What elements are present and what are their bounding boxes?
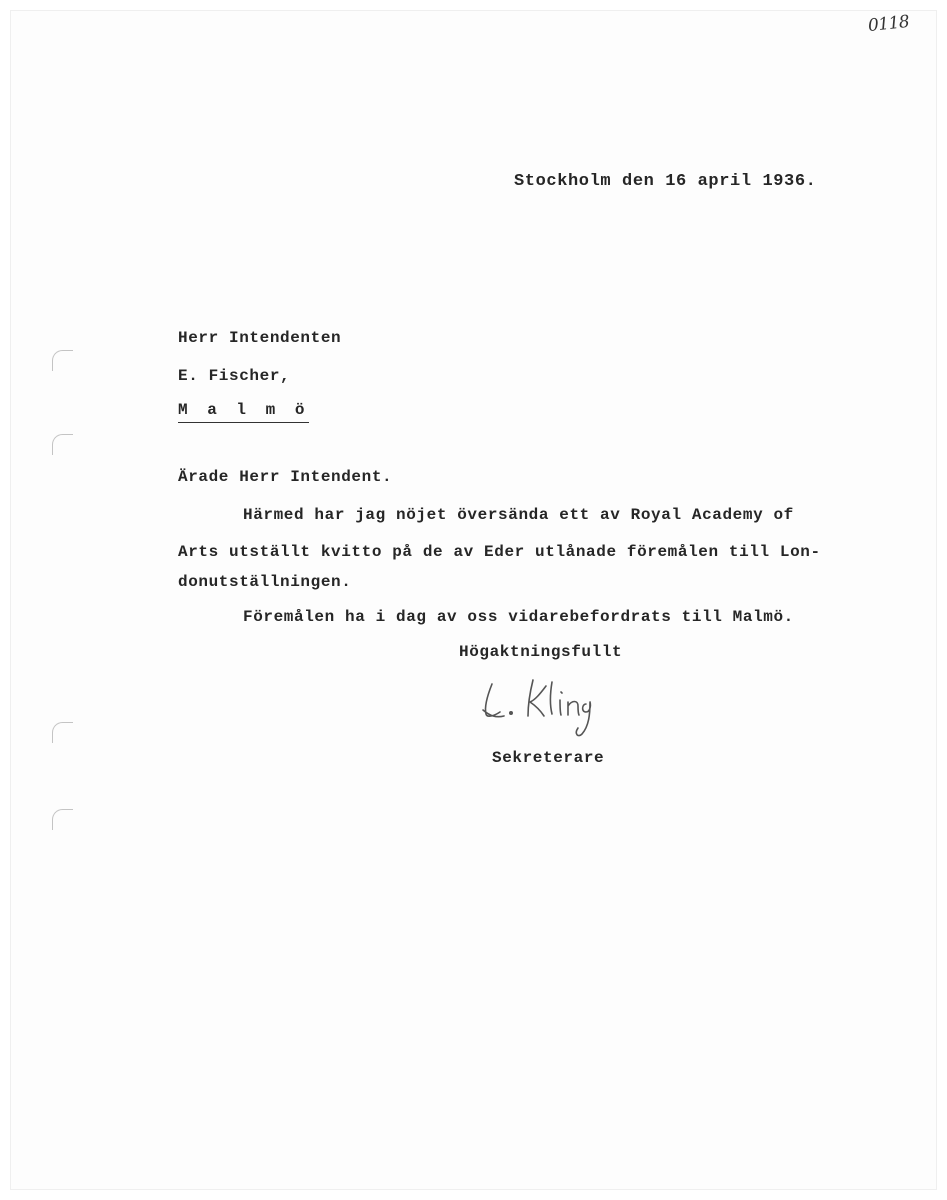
recipient-line-1: Herr Intendenten bbox=[178, 329, 342, 347]
body-line-3: donutställningen. bbox=[178, 573, 352, 591]
handwritten-signature bbox=[478, 672, 608, 742]
signer-title: Sekreterare bbox=[492, 749, 605, 767]
recipient-city-text: M a l m ö bbox=[178, 401, 309, 423]
body-line-4: Föremålen ha i dag av oss vidarebefordrats till Malmö. bbox=[243, 608, 794, 626]
place-date: Stockholm den 16 april 1936. bbox=[514, 172, 817, 191]
body-line-1: Härmed har jag nöjet översända ett av Royal Academy of bbox=[243, 506, 794, 524]
punch-hole-mark bbox=[52, 809, 73, 830]
recipient-city bbox=[178, 401, 309, 419]
closing: Högaktningsfullt bbox=[459, 643, 623, 661]
punch-hole-mark bbox=[52, 722, 73, 743]
archive-number: 0118 bbox=[867, 11, 911, 37]
body-line-2: Arts utställt kvitto på de av Eder utlånade föremålen till Lon- bbox=[178, 543, 821, 561]
recipient-line-2: E. Fischer, bbox=[178, 367, 291, 385]
punch-hole-mark bbox=[52, 434, 73, 455]
salutation: Ärade Herr Intendent. bbox=[178, 468, 393, 486]
punch-hole-mark bbox=[52, 350, 73, 371]
